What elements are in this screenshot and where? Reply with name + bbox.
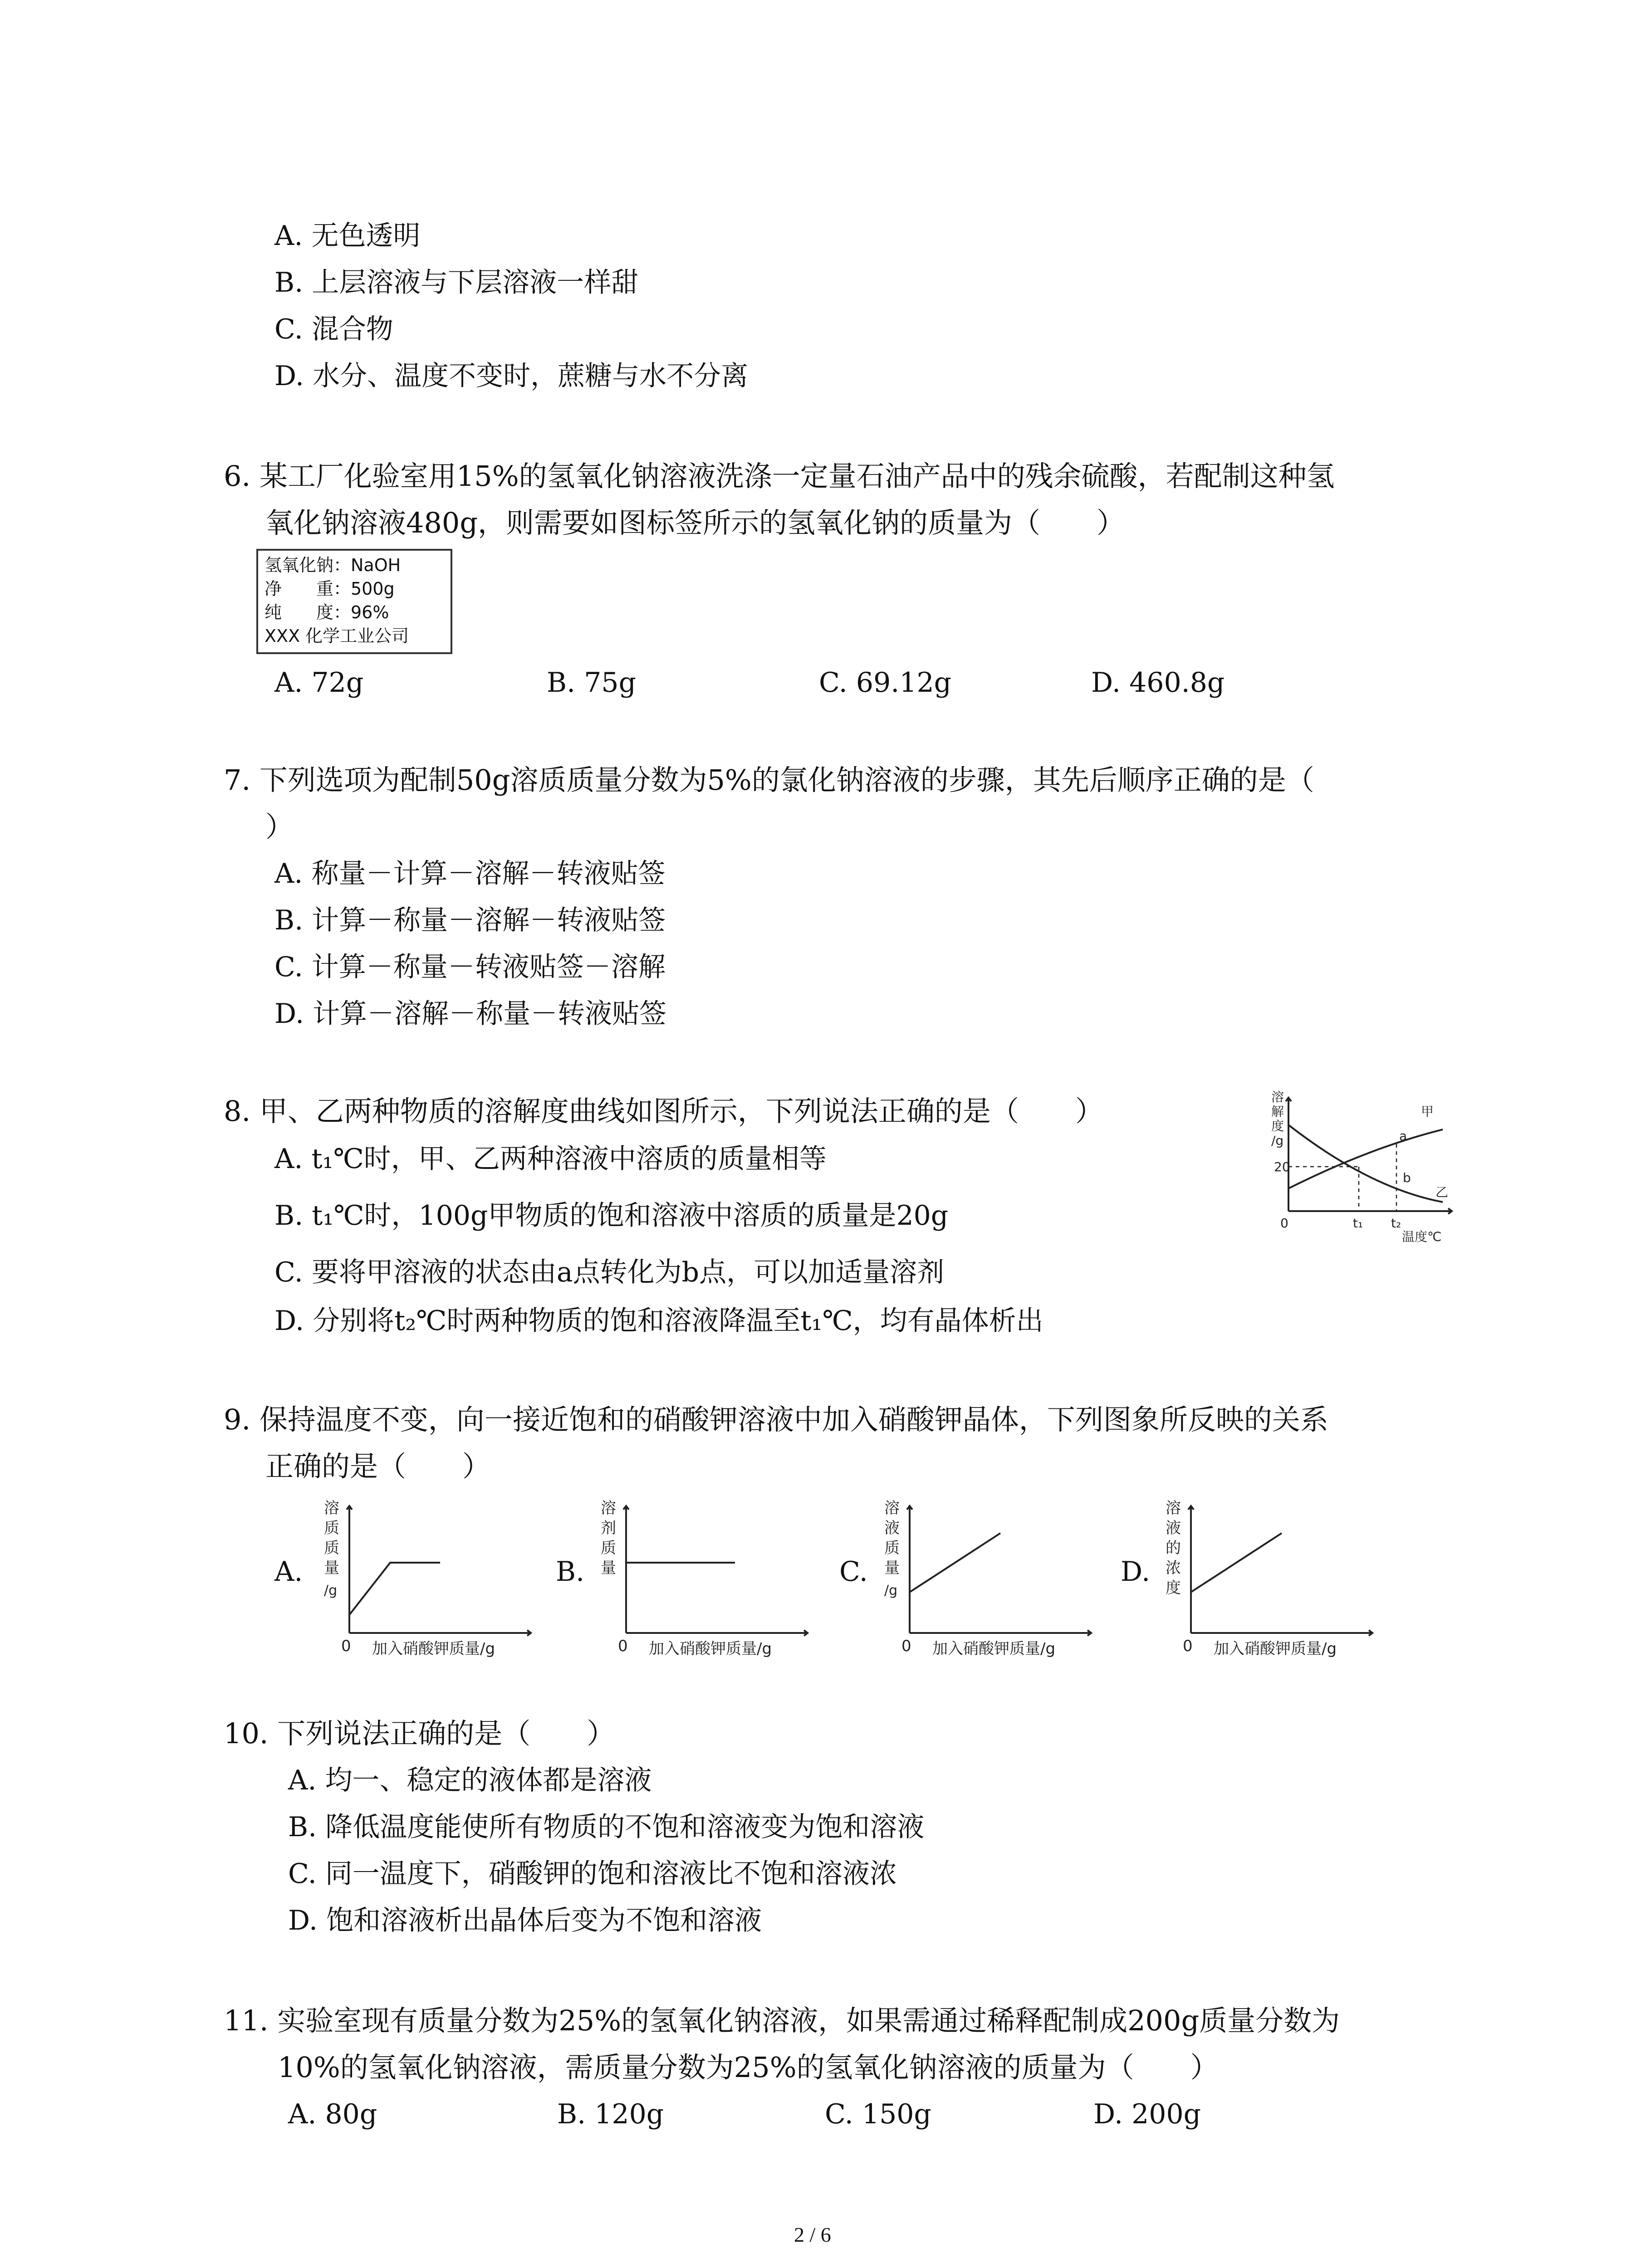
label-line-weight: 净 重：500g: [265, 579, 395, 599]
q8-option-a: A. t₁℃时，甲、乙两种溶液中溶质的质量相等: [274, 1143, 827, 1175]
q9-stem-line1: 9. 保持温度不变，向一接近饱和的硝酸钾溶液中加入硝酸钾晶体，下列图象所反映的关系: [224, 1403, 1328, 1436]
graph-ylabel-3: 度: [1271, 1119, 1284, 1134]
a-xlabel: 加入硝酸钾质量/g: [372, 1640, 495, 1658]
graph-a-line: [349, 1563, 440, 1615]
q10-option-d: D. 饱和溶液析出晶体后变为不饱和溶液: [288, 1905, 762, 1936]
c-origin: 0: [901, 1637, 911, 1655]
c-ylabel-3: 质: [884, 1539, 900, 1557]
q6-stem-line2: 氧化钠溶液480g，则需要如图标签所示的氢氧化钠的质量为（ ）: [265, 506, 1125, 539]
d-origin: 0: [1183, 1637, 1193, 1655]
d-xlabel: 加入硝酸钾质量/g: [1214, 1640, 1337, 1658]
q8-option-d: D. 分别将t₂℃时两种物质的饱和溶液降温至t₁℃，均有晶体析出: [274, 1305, 1043, 1337]
q10-option-a: A. 均一、稳定的液体都是溶液: [288, 1765, 652, 1796]
d-ylabel-1: 溶: [1166, 1499, 1181, 1517]
q9-graph-d: [1159, 1497, 1395, 1660]
q5-option-a: A. 无色透明: [274, 220, 421, 252]
q5-option-d: D. 水分、温度不变时，蔗糖与水不分离: [274, 360, 749, 392]
c-ylabel-5: /g: [884, 1583, 898, 1598]
q7-option-c: C. 计算－称量－转液贴签－溶解: [274, 951, 666, 983]
naoh-reagent-label: [256, 549, 452, 654]
q7-stem-line1: 7. 下列选项为配制50g溶质质量分数为5%的氯化钠溶液的步骤，其先后顺序正确的是（: [224, 763, 1314, 797]
q5-option-b: B. 上层溶液与下层溶液一样甜: [274, 267, 639, 298]
q11-option-c: C. 150g: [825, 2098, 931, 2130]
point-label-b: b: [1403, 1170, 1411, 1185]
q7-option-a: A. 称量－计算－溶解－转液贴签: [274, 858, 666, 890]
a-ylabel-3: 质: [324, 1539, 339, 1557]
a-ylabel-4: 量: [324, 1559, 339, 1577]
q11-stem-line1: 11. 实验室现有质量分数为25%的氢氧化钠溶液，如果需通过稀释配制成200g质量分数为: [224, 2004, 1340, 2037]
graph-ylabel-1: 溶: [1271, 1090, 1284, 1105]
q11-option-b: B. 120g: [557, 2098, 664, 2130]
c-ylabel-1: 溶: [884, 1499, 900, 1517]
q9-graph-a-letter: A.: [274, 1556, 303, 1588]
q6-option-a: A. 72g: [274, 667, 364, 699]
curve-label-jia: 甲: [1421, 1104, 1434, 1119]
q6-stem-line1: 6. 某工厂化验室用15%的氢氧化钠溶液洗涤一定量石油产品中的残余硫酸，若配制这种氢: [224, 459, 1335, 493]
b-xlabel: 加入硝酸钾质量/g: [649, 1640, 772, 1658]
b-ylabel-4: 量: [601, 1559, 616, 1577]
page-number: 2 / 6: [794, 2223, 831, 2246]
q9-graph-d-letter: D.: [1121, 1556, 1151, 1588]
d-ylabel-4: 浓: [1166, 1559, 1181, 1577]
q5-option-c: C. 混合物: [274, 313, 393, 345]
d-ylabel-3: 的: [1166, 1539, 1181, 1557]
q9-graph-b: [594, 1497, 830, 1660]
q6-option-d: D. 460.8g: [1091, 667, 1225, 699]
q10-option-c: C. 同一温度下，硝酸钾的饱和溶液比不饱和溶液浓: [288, 1858, 897, 1890]
q9-graph-c: [878, 1497, 1114, 1660]
label-line-company: XXX 化学工业公司: [265, 626, 409, 646]
q11-option-d: D. 200g: [1093, 2098, 1201, 2130]
c-ylabel-2: 液: [884, 1519, 900, 1537]
q11-option-a: A. 80g: [288, 2098, 377, 2130]
graph-ytick-20: 20: [1274, 1159, 1290, 1174]
q9-graph-c-letter: C.: [839, 1556, 868, 1588]
q9-graph-b-letter: B.: [556, 1556, 585, 1588]
q7-option-d: D. 计算－溶解－称量－转液贴签: [274, 998, 667, 1030]
d-ylabel-2: 液: [1166, 1519, 1181, 1537]
point-label-a: a: [1399, 1129, 1407, 1144]
curve-yi: [1288, 1129, 1443, 1188]
q11-stem-line2: 10%的氢氧化钠溶液，需质量分数为25%的氢氧化钠溶液的质量为（ ）: [278, 2051, 1219, 2084]
graph-ylabel-2: 解: [1271, 1104, 1284, 1119]
curve-label-yi: 乙: [1435, 1185, 1449, 1200]
solubility-curve-graph: [1270, 1089, 1461, 1261]
c-xlabel: 加入硝酸钾质量/g: [932, 1640, 1056, 1658]
b-ylabel-1: 溶: [601, 1499, 616, 1517]
q10-option-b: B. 降低温度能使所有物质的不饱和溶液变为饱和溶液: [288, 1811, 925, 1843]
q6-option-c: C. 69.12g: [819, 667, 952, 699]
graph-xtick-t2: t₂: [1391, 1216, 1401, 1231]
a-ylabel-2: 质: [324, 1519, 339, 1537]
a-origin: 0: [341, 1637, 351, 1655]
q10-stem: 10. 下列说法正确的是（ ）: [224, 1717, 615, 1750]
q9-stem-line2: 正确的是（ ）: [265, 1450, 491, 1483]
q8-option-c: C. 要将甲溶液的状态由a点转化为b点，可以加适量溶剂: [274, 1256, 945, 1288]
graph-d-line: [1191, 1533, 1282, 1592]
q8-stem: 8. 甲、乙两种物质的溶解度曲线如图所示，下列说法正确的是（ ）: [224, 1095, 1103, 1128]
c-ylabel-4: 量: [884, 1559, 900, 1577]
q7-stem-line2: ）: [265, 810, 294, 843]
q9-graph-a: [318, 1497, 554, 1660]
d-ylabel-5: 度: [1166, 1579, 1181, 1597]
q8-option-b: B. t₁℃时，100g甲物质的饱和溶液中溶质的质量是20g: [274, 1200, 949, 1232]
q7-option-b: B. 计算－称量－溶解－转液贴签: [274, 904, 666, 936]
q6-option-b: B. 75g: [547, 667, 636, 699]
b-ylabel-3: 质: [601, 1539, 616, 1557]
b-origin: 0: [618, 1637, 628, 1655]
graph-xlabel: 温度℃: [1402, 1229, 1442, 1244]
a-ylabel-5: /g: [324, 1583, 338, 1598]
label-line-name: 氢氧化钠：NaOH: [265, 555, 401, 575]
graph-c-line: [910, 1533, 1000, 1592]
a-ylabel-1: 溶: [324, 1499, 339, 1517]
graph-origin: 0: [1280, 1216, 1288, 1231]
graph-xtick-t1: t₁: [1353, 1216, 1363, 1231]
graph-ylabel-4: /g: [1271, 1133, 1284, 1148]
b-ylabel-2: 剂: [601, 1519, 616, 1537]
label-line-purity: 纯 度：96%: [265, 602, 389, 622]
